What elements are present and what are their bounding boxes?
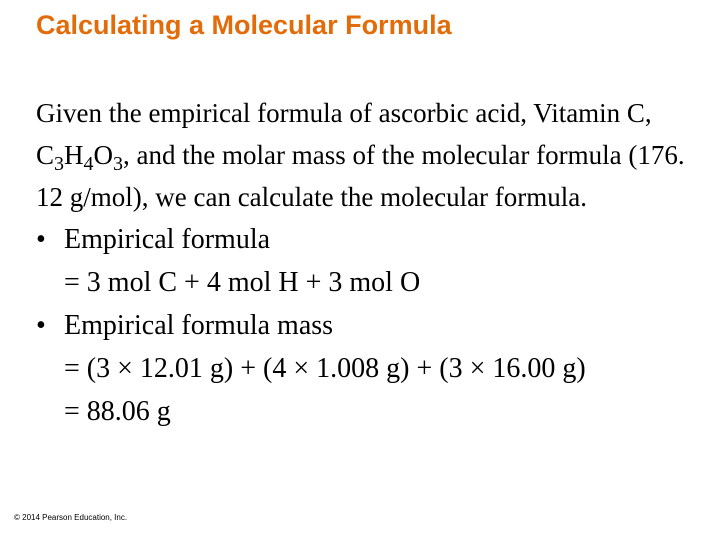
intro-text-start: Given the empirical formula of ascorbic acid, Vitamin C, — [36, 98, 652, 128]
bullet-dot-icon: • — [36, 224, 46, 255]
intro-paragraph — [36, 92, 686, 218]
bullet-empirical-formula-mass — [36, 304, 686, 433]
bullet-heading: Empirical formula mass — [64, 310, 334, 341]
slide-title: Calculating a Molecular Formula — [36, 10, 452, 40]
intro-text-end: , and the molar mass of the molecular formula (176. 12 g/mol), we can calculate the molecular formula. — [36, 140, 685, 212]
bullet-detail-line: = 3 mol C + 4 mol H + 3 mol O — [64, 267, 421, 298]
bullet-detail-line: = (3 × 12.01 g) + (4 × 1.008 g) + (3 × 16.00 g) — [64, 353, 586, 384]
bullet-detail-line: = 88.06 g — [64, 396, 171, 427]
bullet-dot-icon: • — [36, 310, 46, 341]
bullet-heading: Empirical formula — [64, 224, 271, 255]
copyright-footer: © 2014 Pearson Education, Inc. — [14, 513, 128, 522]
slide-body — [36, 92, 686, 433]
vitamin-c-formula: $C_3H_4O_3$ — [36, 140, 124, 175]
bullet-empirical-formula — [36, 218, 686, 304]
